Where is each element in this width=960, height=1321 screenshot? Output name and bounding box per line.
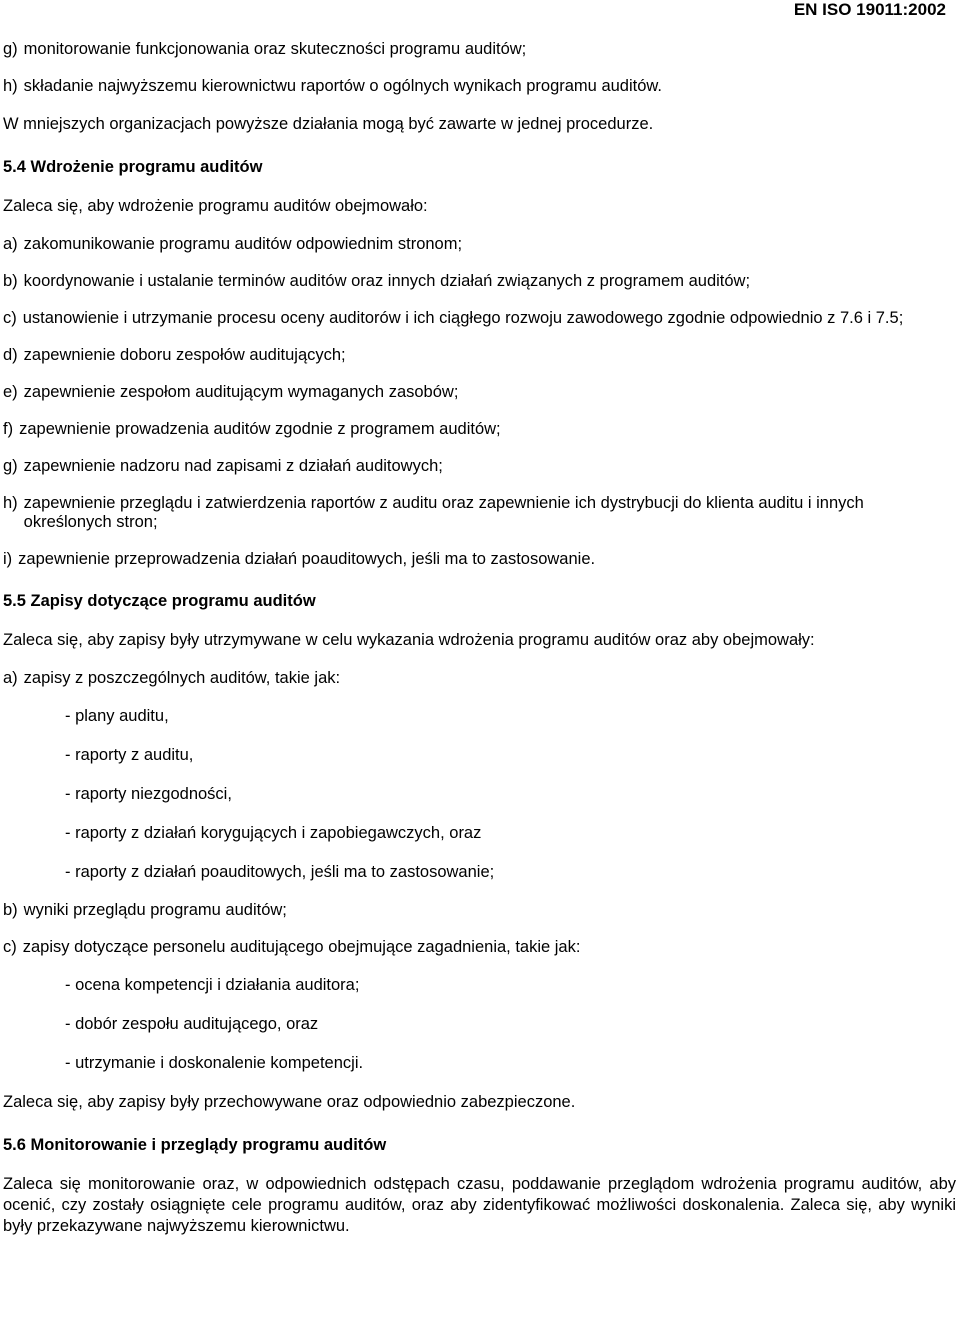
section-lead: Zaleca się, aby wdrożenie programu auditów obejmowało:	[3, 197, 428, 215]
list-item-label: b)	[3, 901, 18, 919]
list-item-label: i)	[3, 550, 13, 568]
list-item	[3, 346, 956, 365]
list-item	[3, 420, 956, 439]
section-heading-5-6: 5.6 Monitorowanie i przeglądy programu auditów	[3, 1136, 387, 1154]
dash-item: - plany auditu,	[65, 707, 169, 725]
list-item-label: f)	[3, 420, 14, 438]
list-item-text: zapewnienie doboru zespołów auditujących;	[23, 346, 346, 364]
list-item-text: zapewnienie prowadzenia auditów zgodnie z programem auditów;	[19, 420, 501, 438]
list-item	[3, 494, 956, 532]
list-item-label: c)	[3, 938, 17, 956]
list-item-label: a)	[3, 669, 18, 687]
list-item	[3, 309, 956, 328]
list-item-text: składanie najwyższemu kierownictwu raportów o ogólnych wynikach programu auditów.	[23, 77, 662, 95]
dash-item: - raporty niezgodności,	[65, 785, 232, 803]
list-item-label: a)	[3, 235, 18, 253]
list-item-b	[3, 901, 956, 920]
dash-item: - raporty z działań poauditowych, jeśli ma to zastosowanie;	[65, 863, 495, 881]
list-item-label: g)	[3, 40, 18, 58]
list-item-text: zapewnienie zespołom auditującym wymaganych zasobów;	[23, 383, 459, 401]
dash-item: - utrzymanie i doskonalenie kompetencji.	[65, 1054, 364, 1072]
list-item-c	[3, 938, 956, 957]
list-item	[3, 383, 956, 402]
list-item-h	[3, 77, 956, 96]
list-item-text: zapisy z poszczególnych auditów, takie jak:	[23, 669, 341, 687]
dash-item: - raporty z działań korygujących i zapobiegawczych, oraz	[65, 824, 482, 842]
intro-note: W mniejszych organizacjach powyższe działania mogą być zawarte w jednej procedurze.	[3, 115, 654, 133]
list-item-label: h)	[3, 77, 18, 95]
standard-identifier: EN ISO 19011:2002	[793, 0, 946, 19]
dash-item: - dobór zespołu auditującego, oraz	[65, 1015, 319, 1033]
list-item-text: ustanowienie i utrzymanie procesu oceny auditorów i ich ciągłego rozwoju zawodowego zgodnie odpowiednio z 7.6 i 7.5;	[22, 309, 904, 327]
list-item-label: h)	[3, 494, 18, 512]
list-item-text: zapewnienie przeprowadzenia działań poauditowych, jeśli ma to zastosowanie.	[18, 550, 596, 568]
section-heading-5-4: 5.4 Wdrożenie programu auditów	[3, 158, 263, 176]
list-item-label: c)	[3, 309, 17, 327]
list-item-text: wyniki przeglądu programu auditów;	[23, 901, 287, 919]
section-lead: Zaleca się, aby zapisy były utrzymywane w celu wykazania wdrożenia programu auditów oraz aby obejmowały:	[3, 631, 815, 649]
list-item-text: monitorowanie funkcjonowania oraz skuteczności programu auditów;	[23, 40, 527, 58]
list-item-a	[3, 669, 956, 688]
document-page	[3, 40, 956, 1237]
list-item-g	[3, 40, 956, 59]
list-item-label: e)	[3, 383, 18, 401]
list-item-text: zakomunikowanie programu auditów odpowiednim stronom;	[23, 235, 463, 253]
list-item-text: zapewnienie nadzoru nad zapisami z działań auditowych;	[23, 457, 443, 475]
list-item	[3, 457, 956, 476]
list-item-label: g)	[3, 457, 18, 475]
list-item	[3, 235, 956, 254]
list-item-text: zapisy dotyczące personelu auditującego obejmujące zagadnienia, takie jak:	[22, 938, 581, 956]
list-item	[3, 550, 956, 569]
dash-item: - ocena kompetencji i działania auditora;	[65, 976, 360, 994]
list-item-text: zapewnienie przeglądu i zatwierdzenia raportów z auditu oraz zapewnienie ich dystrybucji do klienta auditu i innych określonych stron;	[23, 494, 864, 531]
list-item-text: koordynowanie i ustalanie terminów auditów oraz innych działań związanych z programem auditów;	[23, 272, 751, 290]
list-item-label: d)	[3, 346, 18, 364]
list-item	[3, 272, 956, 291]
list-item-label: b)	[3, 272, 18, 290]
section-closing: Zaleca się, aby zapisy były przechowywane oraz odpowiednio zabezpieczone.	[3, 1093, 576, 1111]
section-heading-5-5: 5.5 Zapisy dotyczące programu auditów	[3, 592, 316, 610]
dash-item: - raporty z auditu,	[65, 746, 194, 764]
section-paragraph: Zaleca się monitorowanie oraz, w odpowiednich odstępach czasu, poddawanie przeglądom wdrożenia programu auditów, aby ocenić, czy zostały osiągnięte cele programu auditów, oraz aby zidentyfikować możliwości doskonalenia. Zaleca się, aby wyniki były przekazywane najwyższemu kierownictwu.	[3, 1175, 956, 1235]
